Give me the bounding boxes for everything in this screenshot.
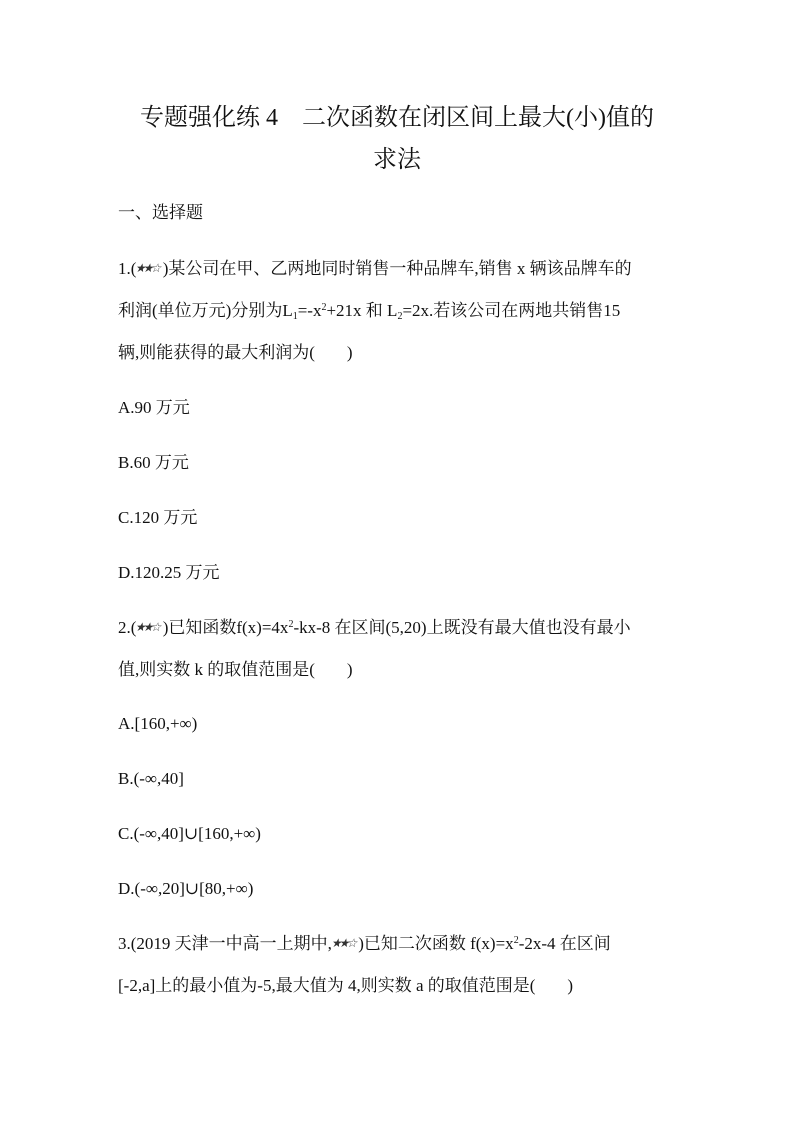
q3-text-2a: [-2,a]上的最小值为-5,最大值为 4,则实数 a 的取值范围是( xyxy=(118,976,536,995)
q1-sup: 2 xyxy=(321,302,327,313)
q1-line-3 xyxy=(118,343,353,363)
q1-option-b: B.60 万元 xyxy=(118,453,189,472)
difficulty-star-icon: ★★☆ xyxy=(134,620,162,634)
q2-line-2 xyxy=(118,660,353,680)
q1-text-3a: 辆,则能获得的最大利润为( xyxy=(118,343,315,362)
q3-sup: 2 xyxy=(513,935,519,946)
q1-text-2c: +21x 和 L xyxy=(326,301,398,320)
q2-sup: 2 xyxy=(288,619,294,630)
q1-option-d: D.120.25 万元 xyxy=(118,563,220,582)
q1-text-2d: =2x.若该公司在两地共销售15 xyxy=(402,301,621,320)
q1-option-a: A.90 万元 xyxy=(118,398,190,417)
q3-text-1c: -2x-4 在区间 xyxy=(518,934,611,953)
title-line-1: 专题强化练 4 二次函数在闭区间上最大(小)值的 xyxy=(140,105,654,131)
q1-text-2a: 利润(单位万元)分别为L xyxy=(118,301,293,320)
q1-sub-2: 2 xyxy=(397,311,403,322)
q3-line-1 xyxy=(118,934,611,955)
q2-option-d: D.(-∞,20]∪[80,+∞) xyxy=(118,879,254,898)
q2-option-c: C.(-∞,40]∪[160,+∞) xyxy=(118,824,261,843)
q1-text-3b: ) xyxy=(346,343,353,362)
q3-text-1a: 3.(2019 天津一中高一上期中, xyxy=(118,934,332,953)
q1-option-c: C.120 万元 xyxy=(118,508,198,527)
q2-option-a: A.[160,+∞) xyxy=(118,714,198,733)
q1-number: 1.( xyxy=(118,259,137,278)
title-line-2: 求法 xyxy=(373,147,421,173)
q2-text-1b: -kx-8 在区间(5,20)上既没有最大值也没有最小 xyxy=(293,618,631,637)
q2-text-2a: 值,则实数 k 的取值范围是( xyxy=(118,660,315,679)
q2-line-1 xyxy=(118,618,631,639)
q3-line-2 xyxy=(118,976,573,996)
q3-text-2b: ) xyxy=(567,976,574,995)
q1-text-1: )某公司在甲、乙两地同时销售一种品牌车,销售 x 辆该品牌车的 xyxy=(162,259,632,278)
q1-text-2b: =-x xyxy=(297,301,322,320)
difficulty-star-icon: ★★☆ xyxy=(330,936,358,950)
q1-sub-1: 1 xyxy=(292,311,298,322)
q2-text-2b: ) xyxy=(346,660,353,679)
section-heading: 一、选择题 xyxy=(118,203,203,222)
difficulty-star-icon: ★★☆ xyxy=(134,261,162,275)
q2-option-b: B.(-∞,40] xyxy=(118,769,184,788)
q2-text-1a: )已知函数f(x)=4x xyxy=(162,618,289,637)
q3-text-1b: )已知二次函数 f(x)=x xyxy=(358,934,514,953)
q1-line-1 xyxy=(118,259,632,280)
q1-line-2 xyxy=(118,301,620,321)
q2-number: 2.( xyxy=(118,618,137,637)
